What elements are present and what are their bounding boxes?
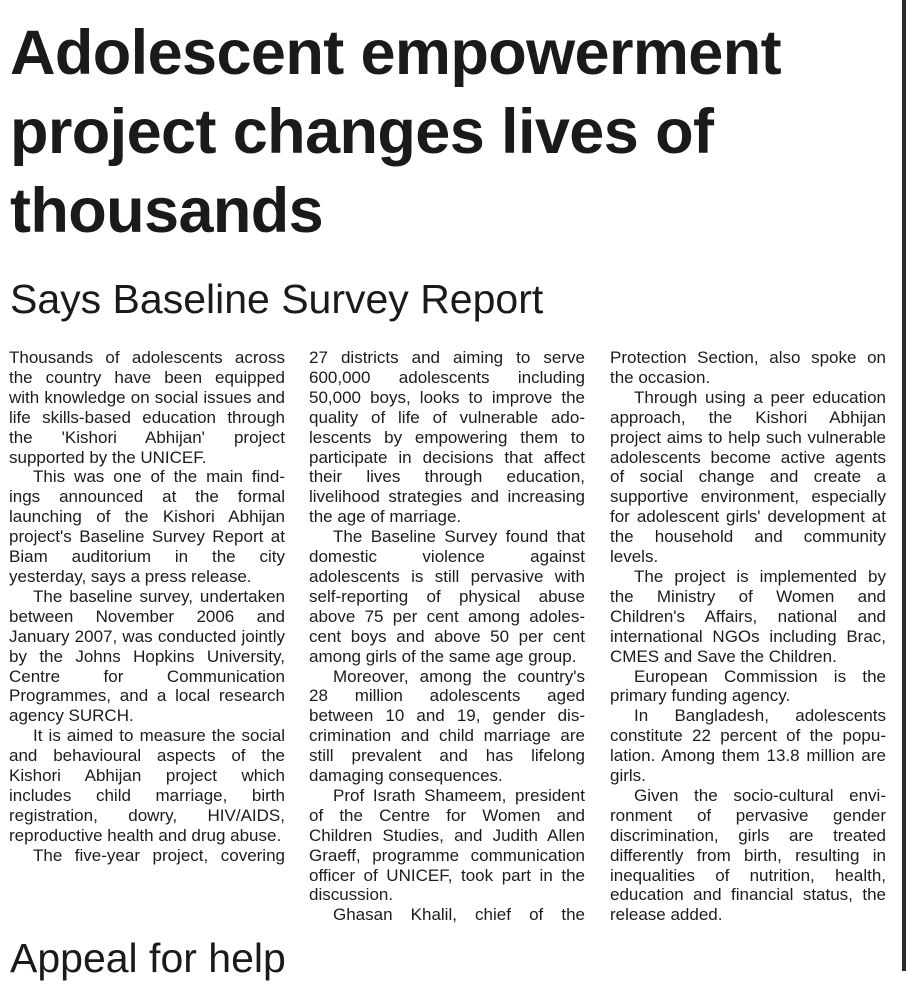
article-column-2 xyxy=(309,348,585,925)
body-paragraph: 27 districts and aiming to serve 600,000 adolescents including 50,000 boys, looks to improve the quality of life of vulnerable adolescents by empowering them to participate in decisions that affect their lives through education, livelihood strategies and increasing the age of marriage. xyxy=(309,348,585,527)
body-paragraph: Thousands of adolescents across the country have been equipped with knowledge on social issues and life skills-based education through the 'Kishori Abhijan' project supported by the UNICEF. xyxy=(9,348,285,467)
body-paragraph: Prof Israth Shameem, president of the Centre for Women and Children Studies, and Judith Allen Graeff, programme communication officer of UNICEF, took part in the discussion. xyxy=(309,785,585,905)
body-paragraph: The project is implemented by the Ministry of Women and Children's Affairs, national and international NGOs including Brac, CMES and Save the Children. xyxy=(610,566,886,666)
body-paragraph: This was one of the main findings announced at the formal launching of the Kishori Abhijan project's Baseline Survey Report at Biam auditorium in the city yesterday, says a press release. xyxy=(9,467,285,586)
body-paragraph: The Baseline Survey found that domestic violence against adolescents is still pervasive with self-reporting of physical abuse above 75 per cent among adolescent boys and above 50 per cent among girls of the same age group. xyxy=(309,527,585,666)
page-edge-rule xyxy=(902,0,906,971)
next-article-headline: Appeal for help xyxy=(10,935,286,981)
body-paragraph: The baseline survey, undertaken between November 2006 and January 2007, was conducted jointly by the Johns Hopkins University, Centre for Communication Programmes, and a local research agency SURCH. xyxy=(9,586,285,726)
body-paragraph: In Bangladesh, adolescents constitute 22 percent of the population. Among them 13.8 million are girls. xyxy=(610,706,886,786)
article-column-1 xyxy=(9,348,285,866)
body-paragraph: Through using a peer education approach, the Kishori Abhijan project aims to help such vulnerable adolescents become active agents of social change and create a supportive environment, especially for adolescent girls' development at the household and community levels. xyxy=(610,387,886,567)
headline-line: Adolescent empowerment xyxy=(10,18,781,88)
headline-line: project changes lives of xyxy=(10,97,714,167)
article-headline xyxy=(10,14,890,251)
body-paragraph: Moreover, among the country's 28 million adolescents aged between 10 and 19, gender discrimination and child marriage are still prevalent and has lifelong damaging consequences. xyxy=(309,666,585,786)
body-paragraph: Ghasan Khalil, chief of the xyxy=(333,905,585,925)
body-paragraph: It is aimed to measure the social and behavioural aspects of the Kishori Abhijan project which includes child marriage, birth registration, dowry, HIV/AIDS, reproductive health and drug abuse. xyxy=(9,726,285,845)
body-paragraph: Given the socio-cultural environment of pervasive gender discrimination, girls are treated differently from birth, resulting in inequalities of nutrition, health, education and financial status, the release added. xyxy=(610,785,886,925)
body-paragraph: The five-year project, covering xyxy=(33,845,285,865)
article-subheadline: Says Baseline Survey Report xyxy=(10,276,544,322)
headline-line: thousands xyxy=(10,176,324,246)
article-column-3 xyxy=(610,348,886,925)
body-paragraph: Protection Section, also spoke on the occasion. xyxy=(610,348,886,387)
body-paragraph: European Commission is the primary funding agency. xyxy=(610,666,886,706)
